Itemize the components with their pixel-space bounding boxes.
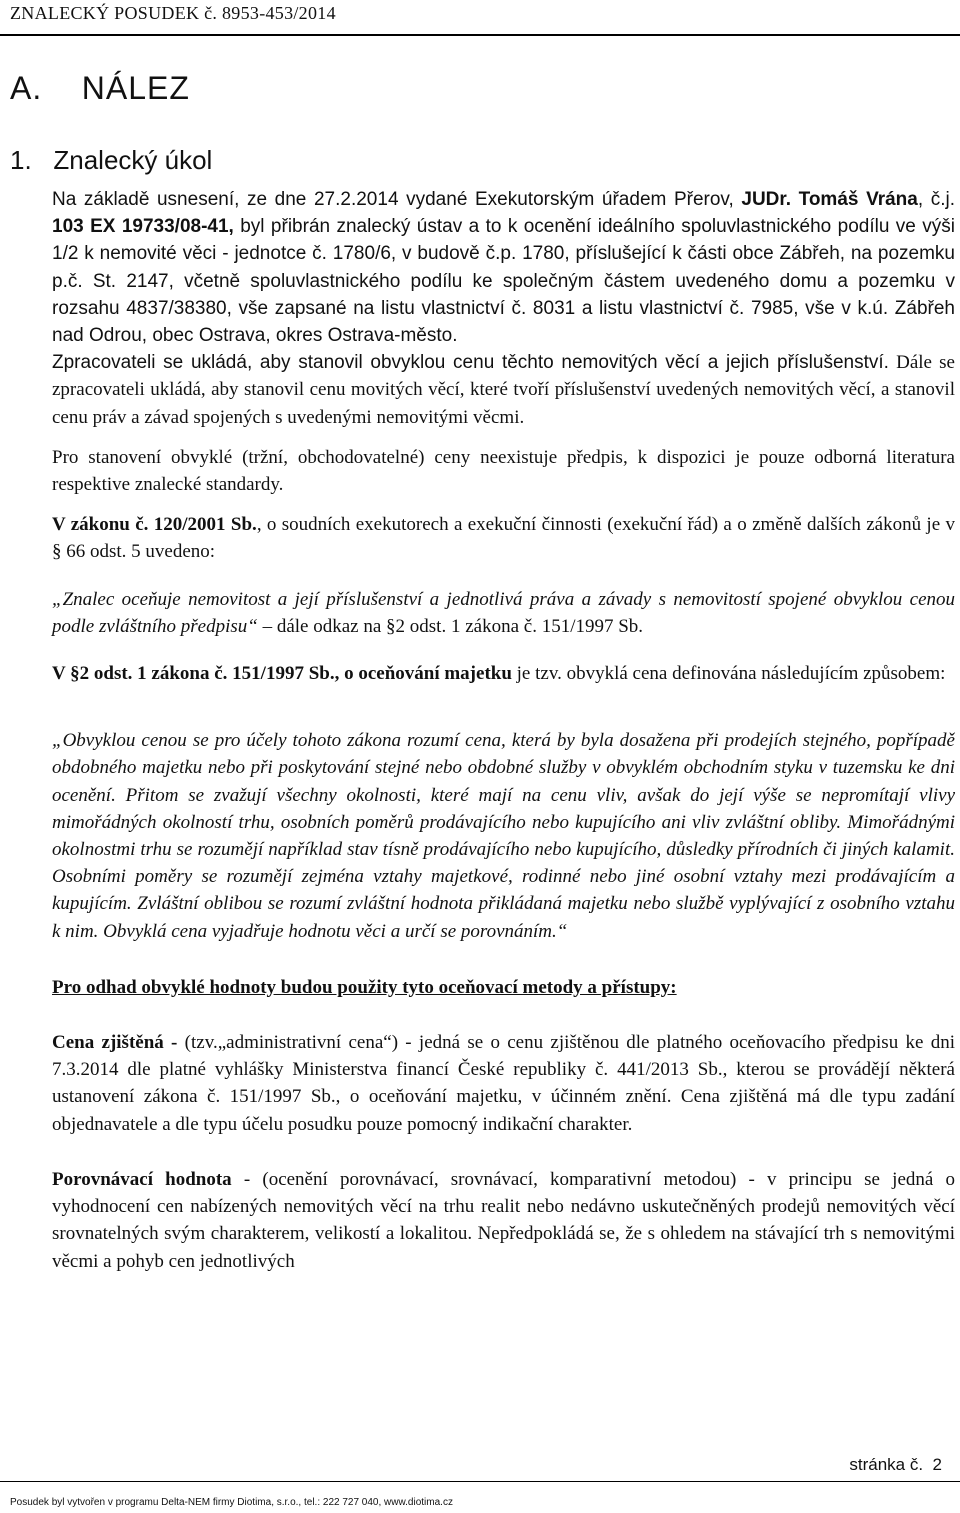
header-rule <box>0 34 960 36</box>
comparative-value-paragraph <box>52 1166 955 1275</box>
law-reference-text: , o soudních exekutorech a exekuční činnosti (exekuční řád) a o změně dalších zákonů je v § 66 odst. 5 uvedeno: <box>52 514 955 563</box>
document-body <box>52 186 955 1275</box>
task-text-2: , č.j. <box>917 189 956 210</box>
footer-text: Posudek byl vytvořen v programu Delta-NEM firmy Diotima, s.r.o., tel.: 222 727 040, www.diotima.cz <box>10 1497 453 1508</box>
comparative-value-term: Porovnávací hodnota <box>52 1168 232 1190</box>
quote-paragraph <box>52 586 955 640</box>
task-text-3: byl přibrán znalecký ústav a to k ocenění ideálního spoluvlastnického podílu ve výši 1/2 k nemovité věci - jednotce č. 1780/6, v budově č.p. 1780, příslušející k části obce Zábřeh, na pozemku p.č. St. 2147, včetně spoluvlastnického podílu ke společným částem uvedeného domu a pozemku v rozsahu 4837/38380, vše zapsané na listu vlastnictví č. 8031 a listu vlastnictví č. 7985, vše v k.ú. Zábřeh nad Odrou, obec Ostrava, okres Ostrava-město. <box>52 216 955 347</box>
page-number-value: 2 <box>932 1455 942 1474</box>
usual-price-quote: „Obvyklou cenou se pro účely tohoto zákona rozumí cena, která by byla dosažena při prodejích stejného, popřípadě obdobného majetku nebo při poskytování stejné nebo obdobné služby v obvyklém obchodním styku v tuzemsku ke dni ocenění. Přitom se zvažují všechny okolnosti, které mají na cenu vliv, avšak do její výše se nepromítají vlivy mimořádných okolností trhu, osobních poměrů prodávajícího nebo kupujícího ani vliv zvláštní obliby. Mimořádnými okolnostmi trhu se rozumějí například stav tísně prodávajícího nebo kupujícího, důsledky přírodních či jiných kalamit. Osobními poměry se rozumějí zejména vztahy majetkové, rodinné nebo jiné osobní vztahy mezi prodávajícím a kupujícím. Zvláštní oblibou se rozumí zvláštní hodnota přikládaná majetku nebo službě vyplývající z osobního vztahu k nim. Obvyklá cena vyjadřuje hodnotu věci a určí se porovnáním.“ <box>52 730 955 942</box>
definition-text: je tzv. obvyklá cena definována následujícím způsobem: <box>511 663 946 685</box>
law-reference-paragraph <box>52 511 955 565</box>
definition-paragraph <box>52 660 955 687</box>
section-a-heading <box>10 70 190 107</box>
section-a-title: NÁLEZ <box>81 70 190 106</box>
law-name: V zákonu č. 120/2001 Sb. <box>52 514 257 536</box>
instruction-text-2: Dále se zpracovateli ukládá, aby stanovil cenu movitých věcí, které tvoří příslušenství uvedených nemovitých věcí, a stanovil cenu práv a závad spojených s uvedenými nemovitými věcmi. <box>52 352 955 428</box>
determined-price-text: (tzv.„administrativní cena“) - jedná se o cenu zjištěnou dle platného oceňovacího předpisu ke dni 7.3.2014 dle platné vyhlášky Ministerstva financí České republiky č. 441/2013 Sb., kterou se provádějí některá ustanovení zákona č. 151/1997 Sb., o oceňování majetku, v účinném znění. Cena zjištěná má dle typu zadání objednavatele a dle typu účelu posudku pouze pomocný indikační charakter. <box>52 1032 955 1135</box>
quote-reference: – dále odkaz na §2 odst. 1 zákona č. 151/1997 Sb. <box>257 615 644 637</box>
section-a-label: A. <box>10 70 43 106</box>
instruction-paragraph <box>52 349 955 431</box>
valuation-law: V §2 odst. 1 zákona č. 151/1997 Sb., o oceňování majetku <box>52 663 512 685</box>
methods-heading: Pro odhad obvyklé hodnoty budou použity tyto oceňovací metody a přístupy: <box>52 976 677 998</box>
comparative-value-text: - (ocenění porovnávací, srovnávací, komparativní metodou) - v principu se jedná o vyhodnocení cen nabízených nemovitých věcí na trhu realit nebo nedávno uskutečněných prodejů nemovitých věcí srovnatelných svým charakterem, velikostí a lokalitou. Nepředpokládá se, že s ohledem na stávající trh s nemovitými věcmi a pohyb cen jednotlivých <box>52 1168 955 1272</box>
law-quote: „Znalec oceňuje nemovitost a její příslušenství a jednotlivá práva a závady s nemovitostí spojené obvyklou cenou podle zvláštního předpisu“ <box>52 588 955 637</box>
market-price-paragraph: Pro stanovení obvyklé (tržní, obchodovatelné) ceny neexistuje předpis, k dispozici je pouze odborná literatura respektive znalecké standardy. <box>52 446 955 496</box>
document-header: ZNALECKÝ POSUDEK č. 8953-453/2014 <box>10 3 336 23</box>
determined-price-term: Cena zjištěná - <box>52 1032 178 1054</box>
footer-rule <box>0 1481 960 1482</box>
section-1-label: 1. <box>10 145 32 175</box>
task-text-1: Na základě usnesení, ze dne 27.2.2014 vydané Exekutorským úřadem Přerov, <box>52 189 742 210</box>
task-paragraph <box>52 186 955 349</box>
page-label: stránka č. <box>849 1455 924 1474</box>
instruction-text-1: Zpracovateli se ukládá, aby stanovil obvyklou cenu těchto nemovitých věcí a jejich příslušenství. <box>52 352 889 374</box>
section-1-heading <box>10 145 212 176</box>
executor-name: JUDr. Tomáš Vrána <box>741 189 918 210</box>
case-number: 103 EX 19733/08-41, <box>52 216 234 238</box>
page-number <box>849 1455 942 1475</box>
section-1-title: Znalecký úkol <box>53 145 213 175</box>
determined-price-paragraph <box>52 1029 955 1138</box>
